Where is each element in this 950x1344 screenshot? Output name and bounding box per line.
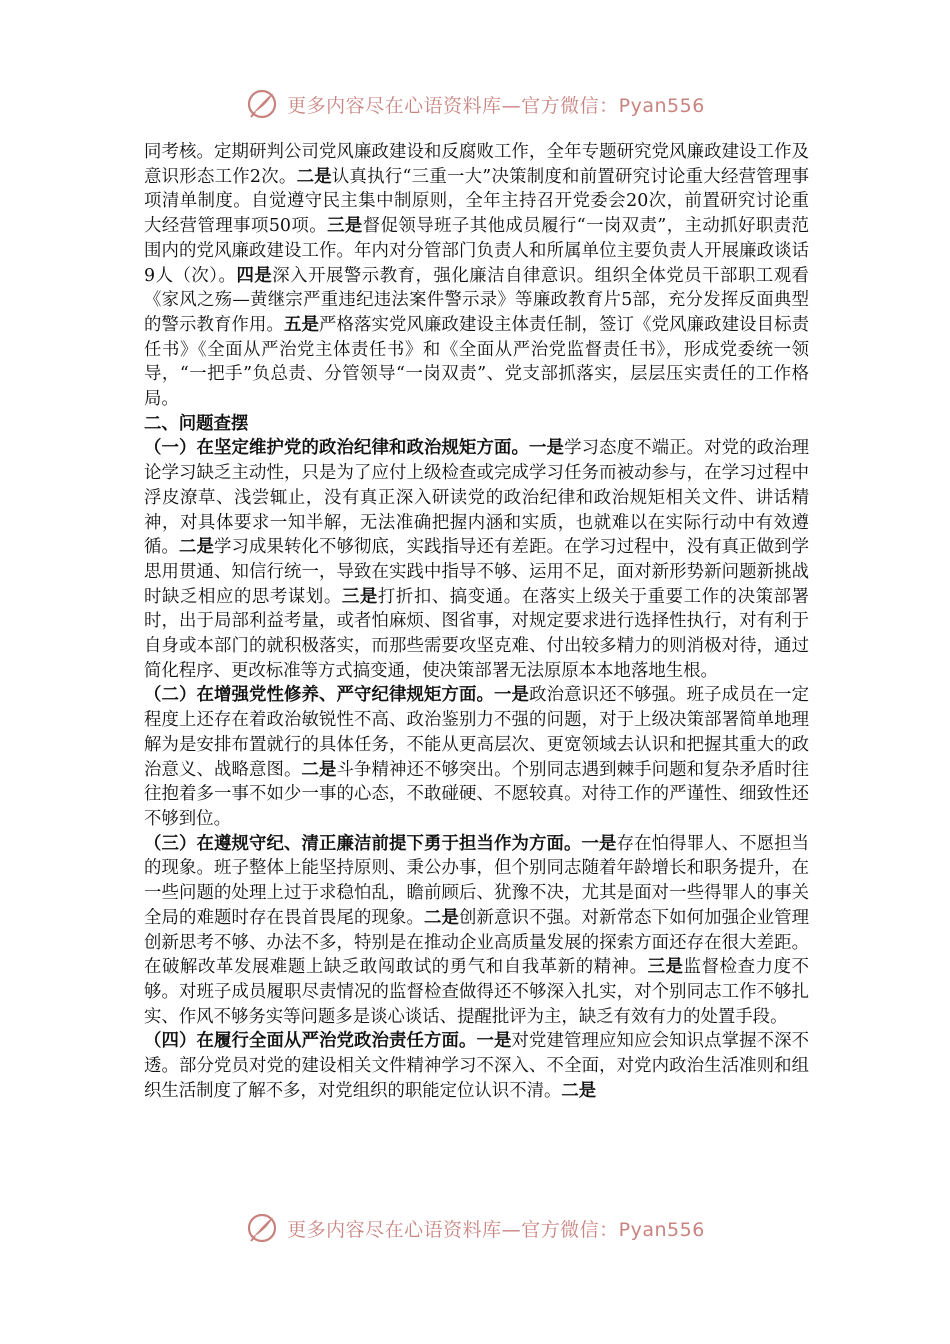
bold-lead-text: （三）在遵规守纪、清正廉洁前提下勇于担当作为方面。一是 bbox=[144, 833, 617, 854]
watermark-inner bbox=[245, 87, 705, 121]
paragraph-text: 深入开展警示教育，强化廉洁自律意识。组织全体党员干部职工观看《家风之殇—黄继宗严重违纪违法案件警示录》等廉政教育片5部，充分发挥反面典型的警示教育作用。 bbox=[144, 265, 809, 335]
paragraph bbox=[144, 140, 809, 412]
paragraph-text: 斗争精神还不够突出。个别同志遇到棘手问题和复杂矛盾时往往抱着多一事不如少一事的心态，不敢碰硬、不愿较真。对待工作的严谨性、细致性还不够到位。 bbox=[144, 759, 809, 829]
watermark-header bbox=[0, 84, 950, 124]
bold-lead-text: 五是 bbox=[284, 314, 320, 335]
bold-lead-text: 二是 bbox=[179, 537, 215, 558]
paragraph-text: 督促领导班子其他成员履行“一岗双责”，主动抓好职责范围内的党风廉政建设工作。年内对分管部门负责人和所属单位主要负责人开展廉政谈话9人（次）。 bbox=[144, 216, 809, 286]
bold-lead-text: 二是 bbox=[424, 907, 460, 928]
bold-lead-text: 二是 bbox=[301, 759, 337, 780]
paragraph bbox=[144, 832, 809, 1030]
paragraph-text: 严格落实党风廉政建设主体责任制，签订《党风廉政建设目标责任书》《全面从严治党主体责任书》和《全面从严治党监督责任书》，形成党委统一领导，“一把手”负总责、分管领导“一岗双责”、党支部抓落实，层层压实责任的工作格局。 bbox=[144, 314, 809, 410]
paragraph-text: 打折扣、搞变通。在落实上级关于重要工作的决策部署时，出于局部利益考量，或者怕麻烦、图省事，对规定要求进行选择性执行，对有利于自身或本部门的就积极落实，而那些需要攻坚克难、付出较多精力的则消极对待，通过简化程序、更改标准等方式搞变通，使决策部署无法原原本本地落地生根。 bbox=[144, 586, 809, 681]
feather-pen-logo-icon bbox=[245, 1211, 279, 1245]
bold-lead-text: 二、问题查摆 bbox=[144, 413, 249, 434]
bold-lead-text: 三是 bbox=[327, 216, 363, 237]
bold-lead-text: 三是 bbox=[341, 586, 378, 607]
paragraph-text: 同考核。定期研判公司党风廉政建设和反腐败工作，全年专题研究党风廉政建设工作及意识形态工作2次。 bbox=[144, 142, 809, 187]
paragraph-text: 创新意识不强。对新常态下如何加强企业管理创新思考不够、办法不多，特别是在推动企业高质量发展的探索方面还存在很大差距。在破解改革发展难题上缺乏敢闯敢试的勇气和自我革新的精神。 bbox=[144, 907, 809, 978]
bold-lead-text: 四是 bbox=[236, 265, 273, 286]
document-body bbox=[144, 140, 809, 1103]
bold-lead-text: 二是 bbox=[561, 1080, 597, 1101]
bold-lead-text: （四）在履行全面从严治党政治责任方面。一是 bbox=[144, 1031, 512, 1052]
paragraph-text: 对党建管理应知应会知识点掌握不深不透。部分党员对党的建设相关文件精神学习不深入、不全面，对党内政治生活准则和组织生活制度了解不多，对党组织的职能定位认识不清。 bbox=[144, 1031, 809, 1101]
paragraph-text: 政治意识还不够强。班子成员在一定程度上还存在着政治敏锐性不高、政治鉴别力不强的问题，对于上级决策部署简单地理解为是安排布置就行的具体任务，不能从更高层次、更宽领域去认识和把握其重大的政治意义、战略意图。 bbox=[144, 685, 809, 780]
paragraph bbox=[144, 1029, 809, 1103]
watermark-inner bbox=[245, 1211, 705, 1245]
feather-pen-logo-icon bbox=[245, 87, 279, 121]
watermark-footer bbox=[0, 1208, 950, 1248]
paragraph-text: 监督检查力度不够。对班子成员履职尽责情况的监督检查做得还不够深入扎实，对个别同志工作不够扎实、作风不够务实等问题多是谈心谈话、提醒批评为主，缺乏有效有力的处置手段。 bbox=[144, 957, 809, 1027]
paragraph-text: 学习成果转化不够彻底，实践指导还有差距。在学习过程中，没有真正做到学思用贯通、知信行统一，导致在实践中指导不够、运用不足，面对新形势新问题新挑战时缺乏相应的思考谋划。 bbox=[144, 537, 809, 607]
paragraph bbox=[144, 683, 809, 831]
watermark-text: 更多内容尽在心语资料库—官方微信：Pyan556 bbox=[287, 1218, 705, 1241]
paragraph-text: 学习态度不端正。对党的政治理论学习缺乏主动性，只是为了应付上级检查或完成学习任务而被动参与，在学习过程中浮皮潦草、浅尝辄止，没有真正深入研读党的政治纪律和政治规矩相关文件、讲话精神，对具体要求一知半解，无法准确把握内涵和实质，也就难以在实际行动中有效遵循。 bbox=[144, 438, 809, 558]
paragraph bbox=[144, 436, 809, 683]
bold-lead-text: （二）在增强党性修养、严守纪律规矩方面。一是 bbox=[144, 685, 530, 706]
bold-lead-text: 二是 bbox=[296, 166, 332, 187]
bold-lead-text: 三是 bbox=[647, 957, 684, 978]
bold-lead-text: （一）在坚定维护党的政治纪律和政治规矩方面。一是 bbox=[144, 438, 565, 459]
paragraph-text: 存在怕得罪人、不愿担当的现象。班子整体上能坚持原则、秉公办事，但个别同志随着年龄增长和职务提升，在一些问题的处理上过于求稳怕乱，瞻前顾后、犹豫不决，尤其是面对一些得罪人的事关全局的难题时存在畏首畏尾的现象。 bbox=[144, 833, 809, 928]
paragraph-text: 认真执行“三重一大”决策制度和前置研究讨论重大经营管理事项清单制度。自觉遵守民主集中制原则，全年主持召开党委会20次，前置研究讨论重大经营管理事项50项。 bbox=[144, 166, 809, 237]
paragraph bbox=[144, 412, 809, 437]
watermark-text: 更多内容尽在心语资料库—官方微信：Pyan556 bbox=[287, 94, 705, 117]
